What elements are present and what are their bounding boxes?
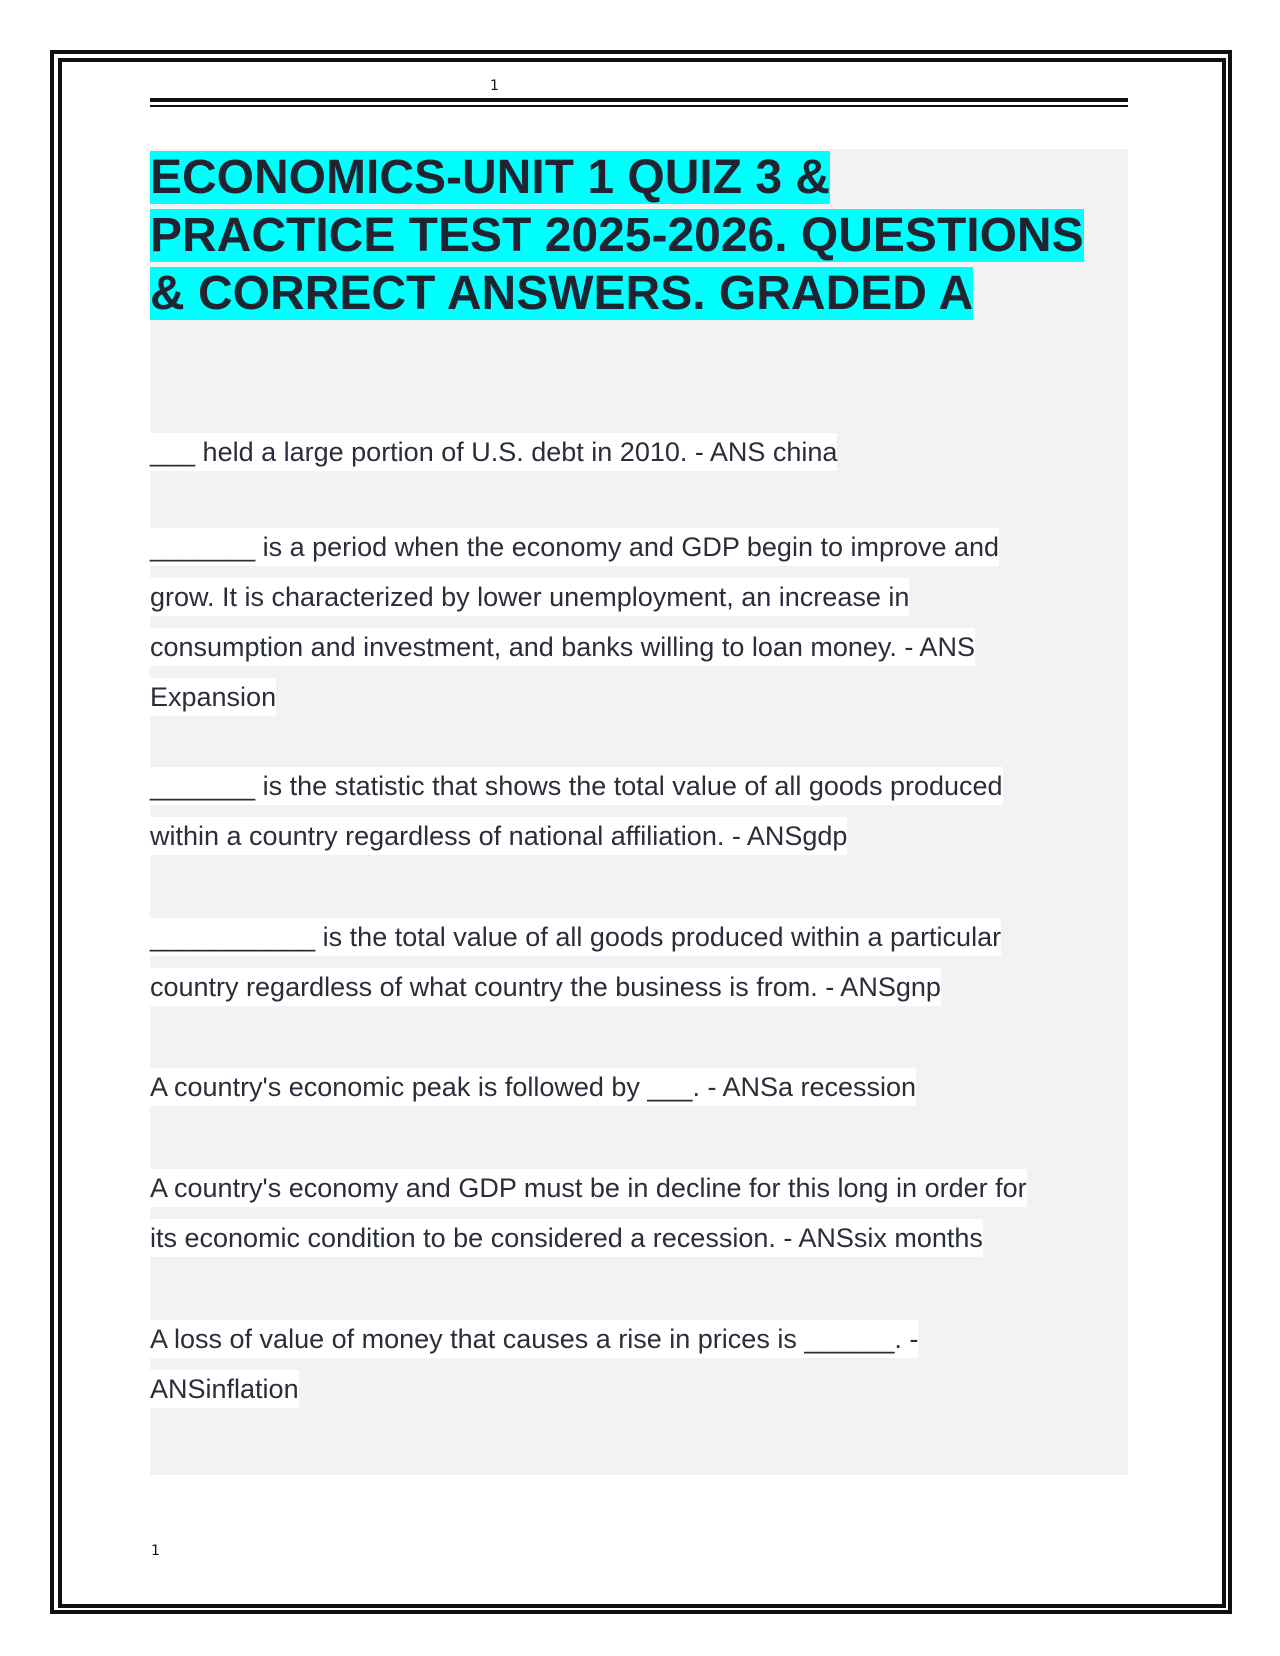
qa-item <box>150 427 1128 477</box>
document-title <box>150 149 1128 323</box>
qa-item <box>150 1314 1128 1414</box>
qa-line: A loss of value of money that causes a rise in prices is ______. - <box>150 1320 918 1358</box>
qa-line: ___ held a large portion of U.S. debt in 2010. - ANS china <box>150 433 837 471</box>
qa-item <box>150 1062 1128 1112</box>
header-page-number: 1 <box>490 78 499 94</box>
qa-line: _______ is a period when the economy and GDP begin to improve and <box>150 528 999 566</box>
header-rule-thick <box>150 98 1128 102</box>
qa-item <box>150 761 1128 861</box>
qa-line: its economic condition to be considered a recession. - ANSsix months <box>150 1219 983 1257</box>
qa-line: ___________ is the total value of all goods produced within a particular <box>150 918 1001 956</box>
qa-item <box>150 522 1128 722</box>
qa-line: Expansion <box>150 678 276 716</box>
qa-item <box>150 1163 1128 1263</box>
title-line: ECONOMICS-UNIT 1 QUIZ 3 & <box>150 151 831 204</box>
qa-line: grow. It is characterized by lower unemployment, an increase in <box>150 578 909 616</box>
qa-line: within a country regardless of national affiliation. - ANSgdp <box>150 817 847 855</box>
document-body <box>150 149 1128 1475</box>
qa-item <box>150 912 1128 1012</box>
title-line: & CORRECT ANSWERS. GRADED A <box>150 267 974 320</box>
qa-line: ANSinflation <box>150 1370 299 1408</box>
qa-line: consumption and investment, and banks willing to loan money. - ANS <box>150 628 975 666</box>
footer-page-number: 1 <box>151 1543 160 1559</box>
qa-line: A country's economic peak is followed by ___. - ANSa recession <box>150 1068 916 1106</box>
qa-line: country regardless of what country the business is from. - ANSgnp <box>150 968 941 1006</box>
title-line: PRACTICE TEST 2025-2026. QUESTIONS <box>150 209 1084 262</box>
header-rule-thin <box>150 105 1128 107</box>
qa-line: _______ is the statistic that shows the total value of all goods produced <box>150 767 1003 805</box>
qa-line: A country's economy and GDP must be in decline for this long in order for <box>150 1169 1027 1207</box>
